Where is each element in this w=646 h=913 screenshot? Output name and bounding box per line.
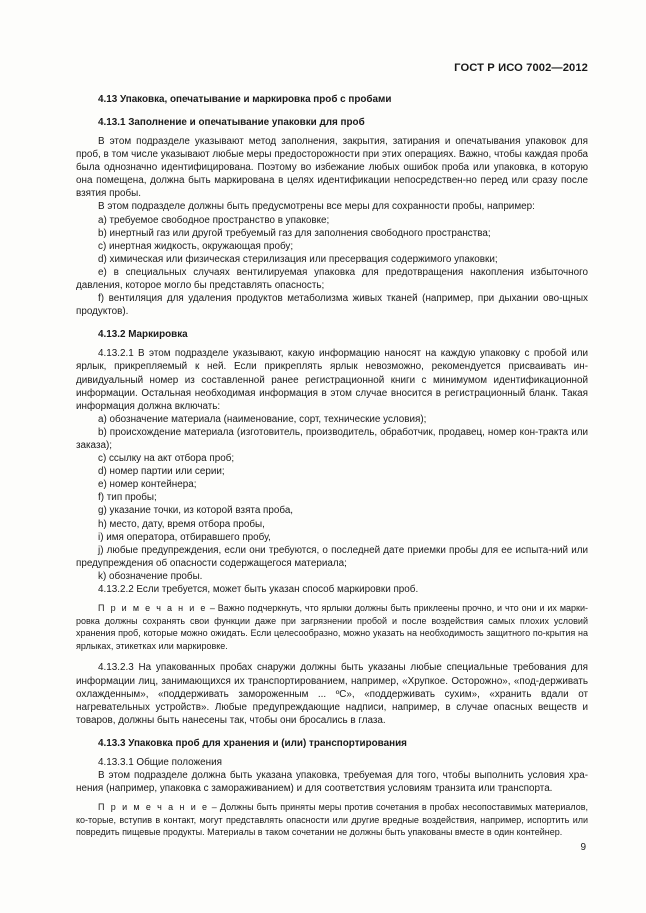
paragraph: В этом подразделе должна быть указана упаковка, требуемая для того, чтобы выполнить условия хра-нения (например, упаковка с замораживанием) и для соответствия условиям транзита или транспорта.	[76, 770, 588, 795]
page-number: 9	[580, 842, 586, 853]
note-text: – Важно подчеркнуть, что ярлыки должны быть приклеены прочно, и что они и их марки-ровка должны сохранять свои функции даже при загрязнении пробой и после воздействия самых плохих условий хранения проб, которые можно ожидать. Если целесообразно, можно указать на необходимость защитного по-крытия на ярлыках, этикетках или маркировке.	[76, 603, 588, 651]
standard-code: ГОСТ Р ИСО 7002—2012	[454, 62, 588, 74]
paragraph: j) любые предупреждения, если они требуются, о последней дате приемки пробы для ее испыта-ний или предупреждения об опасности содержащегося материала;	[76, 544, 588, 569]
paragraph: а) требуемое свободное пространство в упаковке;	[98, 214, 330, 226]
note-label: П р и м е ч а н и е	[98, 802, 209, 813]
note-text: – Должны быть приняты меры против сочетания в пробах несопоставимых материалов, ко-торые, вступив в контакт, могут представлять опасности или другие вредные воздействия, например, испортить или повредить пищевые продукты. Материалы в таком сочетании не должны быть упакованы вместе в один контейнер.	[76, 802, 588, 838]
paragraph: 4.13.2.3 На упакованных пробах снаружи должны быть указаны любые специальные требования для информации лиц, занимающихся их транспортированием, например, «Хрупкое. Осторожно», «под-держивать охлажденным», «поддерживать замороженным ... ºС», «поддерживать сухим», «хранить вдали от нагревательных устройств». Любые предупреждающие надписи, например, в случае опасных веществ и товаров, должны быть нанесены так, чтобы они бросались в глаза.	[76, 662, 588, 726]
paragraph: e) номер контейнера;	[98, 479, 197, 491]
paragraph: b) инертный газ или другой требуемый газ для заполнения свободного пространства;	[98, 227, 491, 239]
paragraph: В этом подразделе указывают метод заполнения, закрытия, затирания и опечатывания упаковок для проб, в том числе указывают любые меры предосторожности при этих операциях. Важно, чтобы каждая проба была однозначно идентифицирована. Поэтому во избежание любых ошибок проба или упаковка, в которую она помещена, должна быть маркирована в целях идентификации непосредствен-но перед или сразу после взятия пробы.	[76, 136, 588, 200]
paragraph: k) обозначение пробы.	[98, 570, 203, 582]
paragraph: 4.13.2.1 В этом подразделе указывают, какую информацию наносят на каждую упаковку с пробой или ярлык, прикрепляемый к ней. Если прикреплять ярлык невозможно, рекомендуется присваивать ин-дивидуальный номер из составленной ранее регистрационной книги с минимумом идентификационной информации. Остальная необходимая информация в этом случае вносится в регистрационный бланк. Такая информация должна включать:	[76, 348, 588, 412]
paragraph: b) происхождение материала (изготовитель, производитель, обработчик, продавец, номер кон-тракта или заказа);	[76, 426, 588, 451]
paragraph: 4.13.2.2 Если требуется, может быть указан способ маркировки проб.	[98, 584, 419, 595]
paragraph: c) инертная жидкость, окружающая пробу;	[98, 240, 294, 252]
paragraph: а) обозначение материала (наименование, сорт, технические условия);	[98, 413, 427, 425]
paragraph: f) тип пробы;	[98, 492, 157, 504]
paragraph: h) место, дату, время отбора пробы,	[98, 518, 265, 530]
paragraph: i) имя оператора, отбиравшего пробу,	[98, 531, 271, 543]
paragraph: e) в специальных случаях вентилируемая упаковка для предотвращения накопления избыточного давления, которое могло бы представлять опасность;	[76, 266, 588, 292]
document-body	[76, 93, 588, 839]
note	[76, 801, 588, 839]
paragraph: В этом подразделе должны быть предусмотрены все меры для сохранности пробы, например:	[98, 201, 535, 213]
section-heading: 4.13.2 Маркировка	[98, 329, 188, 341]
note-label: П р и м е ч а н и е	[98, 603, 207, 614]
paragraph: f) вентиляция для удаления продуктов метаболизма живых тканей (например, при дыхании ово-щных продуктов).	[76, 293, 588, 318]
paragraph: 4.13.3.1 Общие положения	[98, 756, 222, 768]
paragraph: d) химическая или физическая стерилизация или пресервация содержимого упаковки;	[98, 253, 498, 265]
paragraph: d) номер партии или серии;	[98, 466, 225, 478]
section-heading: 4.13.1 Заполнение и опечатывание упаковки для проб	[98, 117, 365, 128]
note	[76, 602, 588, 652]
section-heading: 4.13 Упаковка, опечатывание и маркировка проб с пробами	[98, 94, 392, 105]
paragraph: g) указание точки, из которой взята проба,	[98, 505, 294, 517]
section-heading: 4.13.3 Упаковка проб для хранения и (или) транспортирования	[98, 737, 407, 749]
paragraph: c) ссылку на акт отбора проб;	[98, 453, 235, 465]
